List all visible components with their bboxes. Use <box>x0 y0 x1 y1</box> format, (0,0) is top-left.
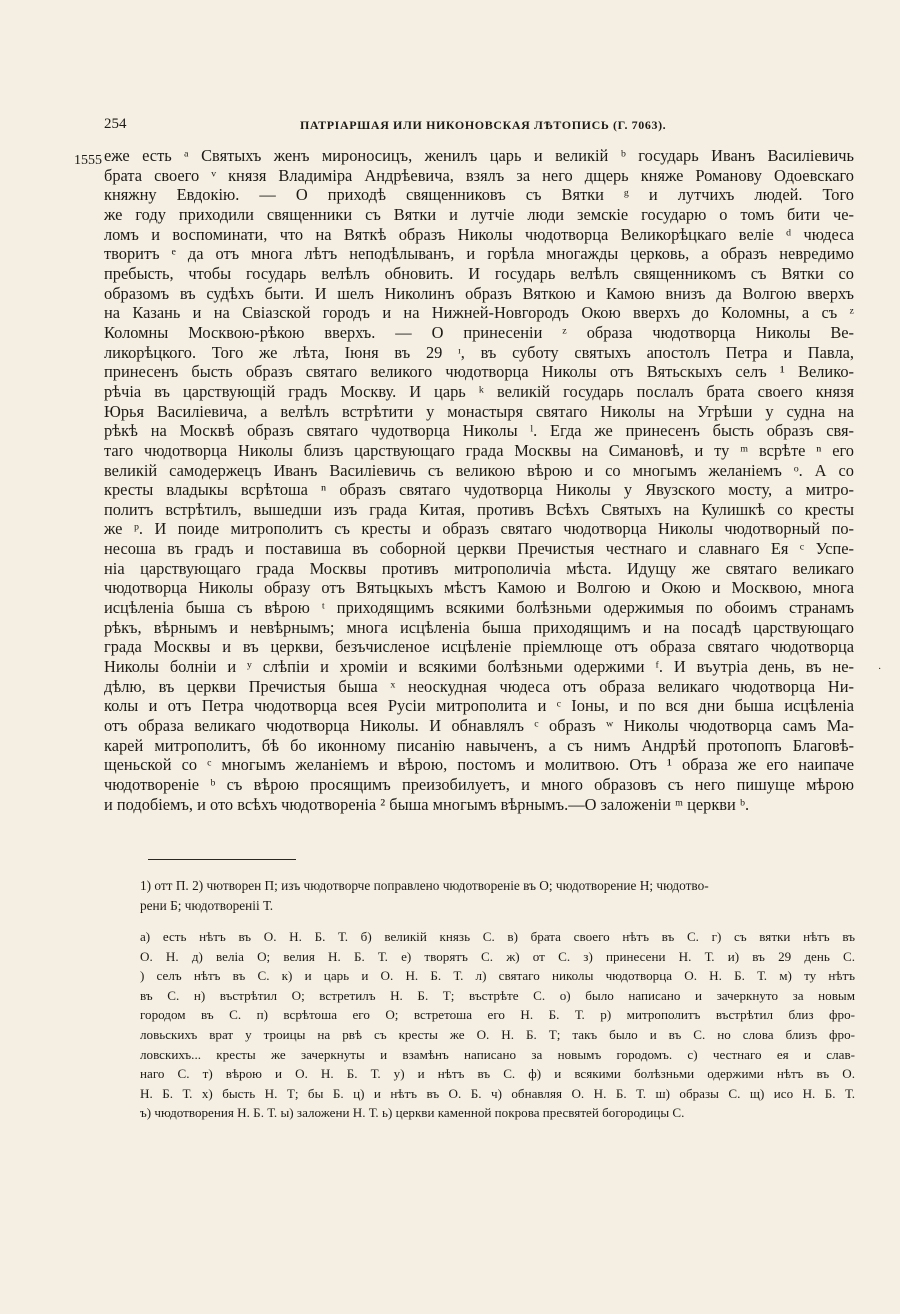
body_lines-line: рѣкѣ на Москвѣ образъ святаго чудотворца Николы ˡ. Егда же принесенъ бысть образъ свя- <box>104 421 854 441</box>
margin-dot: · <box>878 664 882 675</box>
body_lines-line: образомъ въ судѣхъ быти. И шелъ Николинъ образъ Вяткою и Камою внизъ да Волгою вверхъ <box>104 283 854 303</box>
body_lines-line: таго чюдотворца Николы близъ царствующаго града Москвы на Симановѣ, и ту ᵐ всрѣте ⁿ его <box>104 440 854 460</box>
margin-year: 1555 <box>74 153 102 168</box>
body_lines-line: принесенъ бысть образъ святаго великого чюдотворца Николы отъ Вятьскыхъ селъ ¹ Велико- <box>104 362 854 382</box>
body_lines-line: на Казань и на Свіазской городъ и на Нижней-Новгородъ Окою вверхъ до Коломны, а съ ᶻ <box>104 303 854 323</box>
body_lines-line: исцѣленіа быша съ вѣрою ᵗ приходящимъ всякими болѣзньми одержимыя по обоимъ странамъ <box>104 598 854 618</box>
body_lines-line: Николы болніи и ʸ слѣпіи и хромiи и всякими болѣзньми одержими ᶠ. И въутріа день, въ не- <box>104 657 854 677</box>
body_lines-line: чюдотворца Николы образу отъ Вятьцкыхъ мѣстъ Камою и Волгою и Окою и Москвою, многа <box>104 578 854 598</box>
body_lines-line: колы и отъ Петра чюдотворца всея Русіи митрополита и ᶜ Іоны, и по вся дни быша исцѣленіа <box>104 696 854 716</box>
footnote_numeric-line: 1) отт П. 2) чютворен П; изъ чюдотворче поправлено чюдотвореніе въ О; чюдотворение Н; чюдотво- <box>140 878 709 893</box>
body_lines-line: и подобіемъ, и ото всѣхъ чюдотвореніа ² быша многымъ вѣрнымъ.—О заложеніи ᵐ церкви ᵇ. <box>104 794 750 814</box>
body_lines-line: княжну Евдокію. — О приходѣ священниковъ съ Вятки ᵍ и лутчихъ людей. Того <box>104 185 854 205</box>
body_lines-line: ликорѣцкого. Того же лѣта, Іюня въ 29 ᶦ, въ суботу святыхъ апостолъ Петра и Павла, <box>104 342 854 362</box>
body_lines-line: еже есть ᵃ Святыхъ женъ мироносицъ, женилъ царь и великій ᵇ государь Иванъ Василіевичь <box>104 146 854 165</box>
body_lines-line: отъ образа великаго чюдотворца Николы. И обнавлялъ ᶜ образъ ʷ Николы чюдотворца самъ Ма- <box>104 716 854 736</box>
body_lines-line: кресты владыкы всрѣтоша ⁿ образъ святаго чудотворца Николы у Явузского мосту, а митро- <box>104 480 854 500</box>
footnotes-numeric <box>140 876 855 916</box>
footnotes_alpha-line: О. Н. д) веліа О; велия Н. Б. Т. е) творятъ С. ж) от С. з) принесени Н. Т. и) въ 29 день С. <box>140 948 855 964</box>
footnotes_alpha-line: въ С. н) въстрѣтил О; встретилъ Н. Б. Т; въстрѣте С. о) было написано и зачеркнуто за новым <box>140 987 855 1003</box>
footnote_numeric-line: рени Б; чюдотвореніі Т. <box>140 898 274 913</box>
footnotes_alpha-line: а) есть нѣтъ въ О. Н. Б. Т. б) великій князь С. в) брата своего нѣтъ въ С. г) съ вятки нѣтъ въ <box>140 929 855 944</box>
body_lines-line: рѣкъ, вѣрнымъ и невѣрнымъ; многа исцѣленіа быша приходящимъ и на посадѣ царствующаго <box>104 617 854 637</box>
body_lines-line: пребысть, чтобы государь велѣлъ обновить. И государь велѣлъ священникомъ съ Вятки со <box>104 263 854 283</box>
footnotes_alpha-line: ловьскихъ врат у троицы на рвѣ съ кресты же О. Н. Б. Т; такъ было и въ С. но слова близъ фро- <box>140 1026 855 1042</box>
body_lines-line: же году приходили священники съ Вятки и лутчіе люди земскіе государю о томъ бити че- <box>104 204 854 224</box>
body_lines-line: политъ встрѣтилъ, вышедши изъ града Китая, противъ Всѣхъ Святыхъ на Кулишкѣ со кресты <box>104 499 854 519</box>
footnotes_alpha-line: наго С. т) вѣрою и О. Н. Б. Т. у) и нѣтъ въ С. ф) и всякими болѣзньми одержими нѣтъ въ О. <box>140 1066 855 1082</box>
body_lines-line: же ᵖ. И поиде митрополитъ съ кресты и образъ святаго чюдотворца Николы чюдотворный по- <box>104 519 854 539</box>
footnote-separator <box>148 859 296 860</box>
footnotes_alpha-line: городом въ С. п) всрѣтоша его О; встретоша его Н. Б. Т. р) митрополитъ въстрѣтил близ фро- <box>140 1007 855 1023</box>
page-header <box>104 116 667 136</box>
body_lines-line: Юрья Василіевича, а велѣлъ встрѣтити у монастыря святаго Николы на Угрѣши у судна на <box>104 401 854 421</box>
page-number: 254 <box>104 116 127 132</box>
body_lines-line: брата своего ᵛ князя Владиміра Андрѣевича, взялъ за него дщерь княже Романову Одоевскаго <box>104 165 854 185</box>
body_lines-line: рѣчіа въ царствующій градъ Москву. И царь ᵏ великій государь послалъ брата своего князя <box>104 381 854 401</box>
body_lines-line: великій самодержецъ Иванъ Василіевичь съ великою вѣрою и со многымъ желаніемъ ᵒ. А со <box>104 460 854 480</box>
body_lines-line: творитъ ᵉ да отъ многа лѣтъ неподѣлыванъ, и горѣла многажды церковь, а образъ невредимо <box>104 244 854 264</box>
body_lines-line: дѣлю, въ церкви Пречистыя быша ˣ неоскудная чюдеса отъ образа великаго чюдотворца Ни- <box>104 676 854 696</box>
body_lines-line: карей митрополитъ, бѣ бо иконному писанію навыченъ, а съ нимъ Андрѣй протопопъ Благовѣ- <box>104 735 854 755</box>
footnotes_alpha-line: ъ) чюдотворения Н. Б. Т. ы) заложени Н. Т. ь) церкви каменной покрова пресвятей богородицы С. <box>140 1105 685 1121</box>
chronicle-body-text <box>104 146 854 814</box>
body_lines-line: Коломны Москвою-рѣкою вверхъ. — О принесеніи ᶻ образа чюдотворца Николы Ве- <box>104 322 854 342</box>
body_lines-line: града Москвы и въ церкви, безъчисленое исцѣленіе пріемлюще отъ образа святаго чюдотворца <box>104 637 854 657</box>
body_lines-line: несоша въ градъ и поставиша въ соборной церкви Пречистыя честнаго и славнаго Ея ᶜ Успе- <box>104 539 854 559</box>
footnotes_alpha-line: ) селъ нѣтъ въ С. к) и царь и О. Н. Б. Т. л) святаго николы чюдотворца О. Н. Б. Т. м) ту нѣтъ <box>140 968 855 984</box>
body_lines-line: ломъ и воспоминати, что на Вяткѣ образъ Николы чюдотворца Великорѣцкаго веліе ᵈ чюдеса <box>104 224 854 244</box>
footnotes_alpha-line: ловскихъ... кресты же зачеркнуты и взамѣнъ написано за новымъ городомъ. с) честнаго ея и слав- <box>140 1046 855 1062</box>
footnotes_alpha-line: Н. Б. Т. х) бысть Н. Т; бы Б. ц) и нѣтъ въ О. Б. ч) обнавляя О. Н. Б. Т. ш) образы С. щ) исо Н. Б. Т. <box>140 1085 855 1101</box>
body_lines-line: щеньской со ᶜ многымъ желаніемъ и вѣрою, постомъ и молитвою. Отъ ¹ образа же его наипаче <box>104 755 854 775</box>
body_lines-line: ніа царствующаго града Москвы противъ митрополичіа мѣста. Идущу же святаго великаго <box>104 558 854 578</box>
running-title: ПАТРІАРШАЯ ИЛИ НИКОНОВСКАЯ ЛѢТОПИСЬ (Г. 7063). <box>300 118 667 132</box>
footnotes-alphabetic <box>140 927 855 1123</box>
body_lines-line: чюдотвореніе ᵇ съ вѣрою просящимъ преизобилуетъ, и много образовъ съ него пишуще мѣрою <box>104 775 854 794</box>
